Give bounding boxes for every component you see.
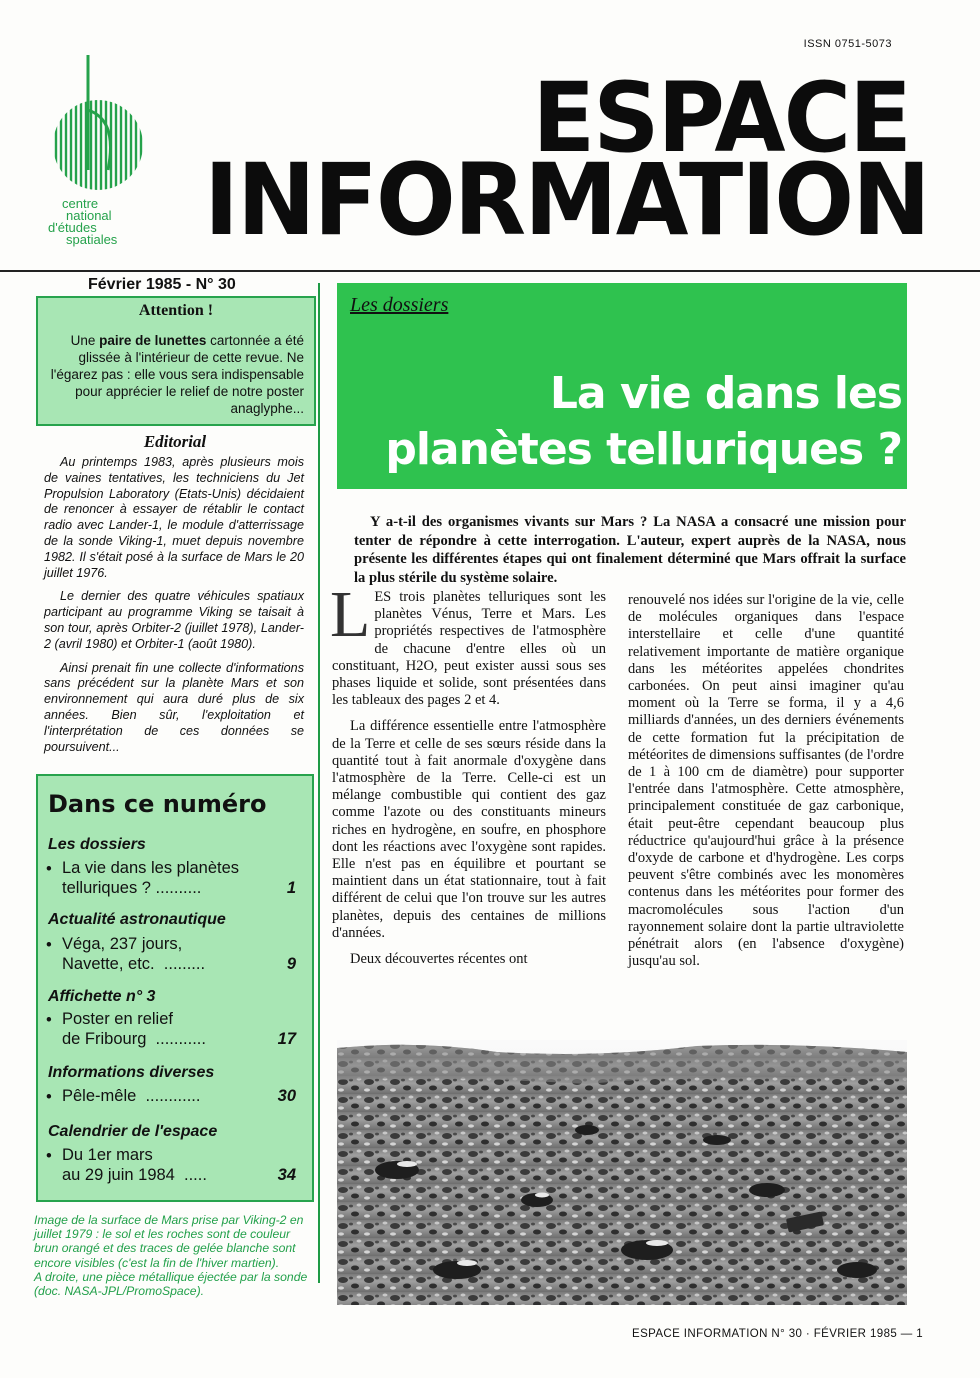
article-paragraph: renouvelé nos idées sur l'origine de la vie, celle de molécules organiques dans l'espace interstellaire et celle d'une quantité relativement importante de matière organique dans les météorites appelées chondrites carbonées. On peut ainsi imaginer qu'au moment où la Terre se forma, il y a 4,6 milliards d'années, un des derniers événements de cette formation fut la précipitation de météorites de dimensions suffisantes (de l'ordre de 1 à 100 cm de diamètre) pour supporter l'entrée dans l'atmosphère. Cette atmosphère, principalement constituée de gaz carbonique, était peut-être cependant beaucoup plus réductrice qu'aujourd'hui grâce à la présence d'oxyde de carbone et d'hydrogène. Les corps peuvent s'être combinés avec les monomères contenus dans les météorites pour former des macromolécules sous l'action d'un rayonnement solaire dont la partie ultraviolette pénétrait alors (en l'absence d'oxygène) jusqu'au sol. xyxy=(628,592,904,970)
caption-paragraph: A droite, une pièce métallique éjectée par la sonde (doc. NASA-JPL/PromoSpace). xyxy=(34,1269,308,1299)
column-rule xyxy=(318,283,320,1283)
page-footer: ESPACE INFORMATION N° 30 · FÉVRIER 1985 — 1 xyxy=(632,1328,924,1340)
headline-line-1: La vie dans les xyxy=(549,368,902,419)
headline-line-2: planètes telluriques ? xyxy=(385,424,902,475)
photo-caption xyxy=(34,1213,316,1298)
toc-item[interactable] xyxy=(46,858,302,898)
attention-title: Attention ! xyxy=(138,302,214,319)
toc-page-number: 30 xyxy=(277,1087,296,1105)
article-paragraph xyxy=(330,578,606,709)
toc-page-number: 1 xyxy=(286,879,296,897)
toc-section-title: Les dossiers xyxy=(48,836,146,853)
article-paragraph: La différence essentielle entre l'atmosphère de la Terre et celle de ses sœurs réside dans la quantité tout à fait anormale d'oxygène dans l'atmosphère de la Terre. Celle-ci est un mélange combustible qui contient des gaz comme l'azote ou des constituants mineurs riches en hydrogène, en soufre, en phosphore dont les réactions avec l'oxygène sont rapides. Elle n'est pas en équilibre et pourtant se maintient dans un état stationnaire, tout à fait différent de celui que l'on trouve sur les autres planètes, depuis des centaines de millions d'années. xyxy=(332,718,606,941)
attention-body-pre: Une xyxy=(70,333,100,348)
issn-number: ISSN 0751-5073 xyxy=(803,38,892,50)
editorial-paragraph: Le dernier des quatre véhicules spatiaux participant au programme Viking se taisait à son tour, après Orbiter-2 (juillet 1978), Lander-2 (avril 1980) et Orbiter-1 (août 1980). xyxy=(44,589,304,651)
toc-section-title: Informations diverses xyxy=(48,1064,215,1081)
bullet-icon: • xyxy=(46,936,52,954)
toc-item-line: au 29 juin 1984 ..... xyxy=(62,1166,207,1184)
logo-line-3: d'études xyxy=(48,220,97,235)
bullet-icon: • xyxy=(46,1011,52,1029)
caption-paragraph: Image de la surface de Mars prise par Viking-2 en juillet 1979 : le sol et les roches sont de couleur brun orangé et des traces de gelée blanche sont encore visibles (c'est la fin de l'hiver martien). xyxy=(34,1213,304,1270)
logo-line-2: national xyxy=(66,208,112,223)
article-column-1 xyxy=(330,578,606,977)
masthead-title-line2: INFORMATION xyxy=(204,143,929,259)
toc-item[interactable] xyxy=(46,1009,302,1049)
toc-item-line: telluriques ? .......... xyxy=(62,879,202,897)
toc-item[interactable] xyxy=(46,1145,302,1185)
article-paragraph-text: ES trois planètes telluriques sont les planètes Vénus, Terre et Mars. Les propriétés respectives de l'atmosphère de chacune d'entre elles où un constituant, H2O, peut exister aussi sous ses phases liquide et solide, sont présentées dans les tableaux des pages 2 et 4. xyxy=(332,589,606,709)
toc-page-number: 34 xyxy=(277,1166,296,1184)
toc-section-title: Calendrier de l'espace xyxy=(48,1123,218,1140)
editorial-title: Editorial xyxy=(143,432,207,451)
article-column-2 xyxy=(628,592,904,979)
bullet-icon: • xyxy=(46,1088,52,1106)
toc-item-line: Du 1er mars xyxy=(62,1146,153,1164)
toc-item-line: de Fribourg ........... xyxy=(62,1030,206,1048)
article-rubric: Les dossiers xyxy=(350,294,449,316)
editorial-body xyxy=(44,455,304,763)
toc-item-line: Véga, 237 jours, xyxy=(62,935,183,953)
mars-surface-photo xyxy=(337,1040,907,1305)
toc-section-title: Affichette n° 3 xyxy=(48,988,156,1005)
toc-item[interactable] xyxy=(46,1086,302,1106)
toc-page-number: 9 xyxy=(286,955,296,973)
toc-item-line: Navette, etc. ......... xyxy=(62,955,206,973)
logo-line-1: centre xyxy=(62,196,99,211)
bullet-icon: • xyxy=(46,860,52,878)
cnes-logo-text xyxy=(48,196,118,247)
editorial-paragraph: Ainsi prenait fin une collecte d'informations sans précédent sur la planète Mars et son environnement qui aura duré plus de six années. Bien sûr, l'exploitation et l'interprétation de ces données se poursuivent... xyxy=(44,660,304,754)
drop-cap: L xyxy=(330,578,371,651)
toc-page-number: 17 xyxy=(277,1030,296,1048)
toc-item[interactable] xyxy=(46,934,302,974)
attention-body xyxy=(46,332,304,417)
table-of-contents xyxy=(36,774,314,1202)
editorial-paragraph: Au printemps 1983, après plusieurs mois de vaines tentatives, les techniciens du Jet Propulsion Laboratory (Etats-Unis) décidaient de renoncer à essayer de rétablir le contact radio avec Lander-1, le module d'atterrissage de la sonde Viking-1, muet depuis novembre 1982. Il s'était posé à la surface de Mars le 20 juillet 1976. xyxy=(44,455,304,580)
masthead-title-line1: ESPACE xyxy=(532,61,910,174)
article-headline xyxy=(336,366,902,478)
attention-box xyxy=(36,296,316,426)
toc-item-line: Pêle-mêle ............ xyxy=(62,1087,201,1105)
bullet-icon: • xyxy=(46,1147,52,1165)
toc-item-line: Poster en relief xyxy=(62,1010,173,1028)
attention-body-post: cartonnée a été glissée à l'intérieur de cette revue. Ne l'égarez pas : elle vous sera indispensable pour apprécier le relief de notre poster anaglyphe... xyxy=(50,333,304,416)
article-paragraph: Deux découvertes récentes ont xyxy=(350,951,528,968)
article-lead: Y a-t-il des organismes vivants sur Mars ? La NASA a consacré une mission pour tenter de répondre à cette interrogation. L'auteur, expert auprès de la NASA, nous présente les différentes étapes qui ont finalement déterminé que Mars offrait la surface la plus stérile du système solaire. xyxy=(354,514,906,586)
toc-section-title: Actualité astronautique xyxy=(48,911,226,928)
logo-line-4: spatiales xyxy=(66,232,118,247)
toc-item-line: La vie dans les planètes xyxy=(62,859,240,877)
issue-date: Février 1985 - N° 30 xyxy=(88,276,236,293)
header-rule xyxy=(0,270,980,272)
toc-heading: Dans ce numéro xyxy=(48,790,267,818)
attention-body-bold: paire de lunettes xyxy=(99,333,207,348)
mars-surface-image xyxy=(337,1040,907,1305)
